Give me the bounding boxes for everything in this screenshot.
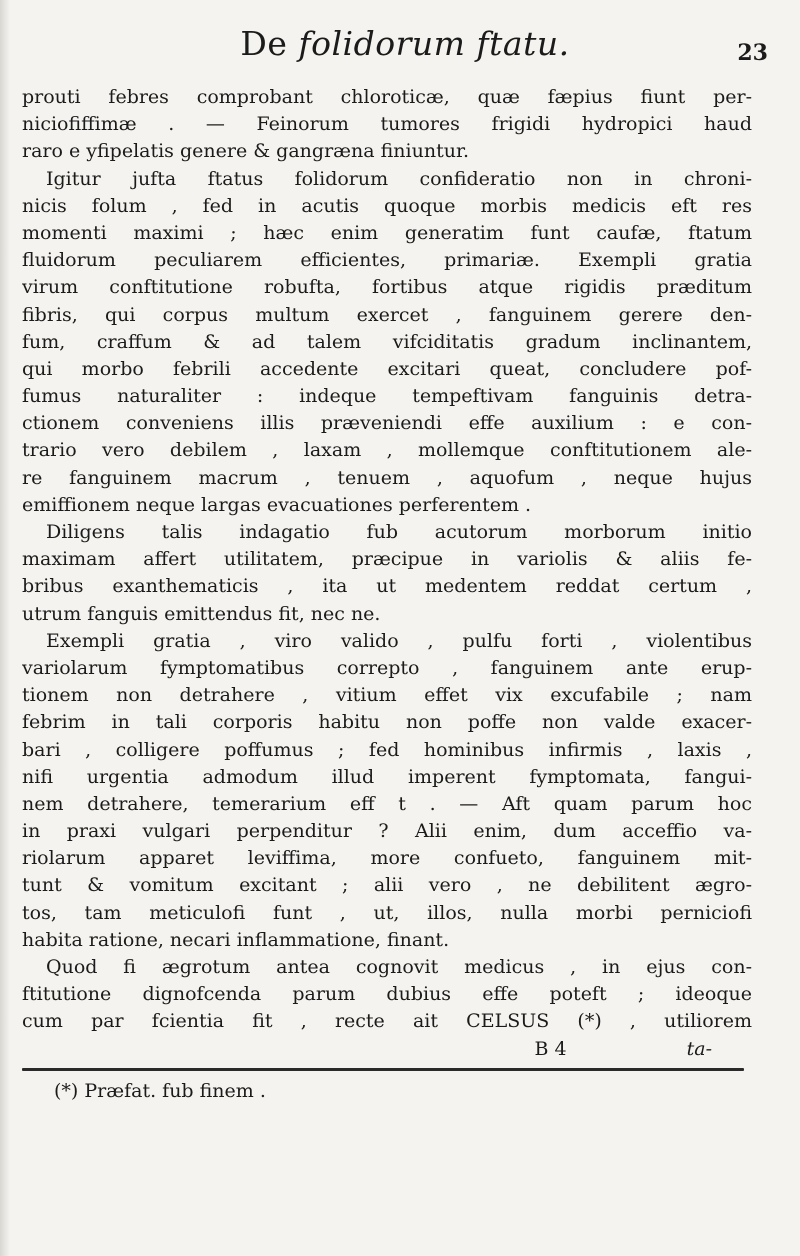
- signature-mark: B 4: [534, 1037, 567, 1060]
- running-title-prefix: De: [240, 24, 288, 63]
- text-line: momenti maximi ; hæc enim generatim funt caufæ, ftatum: [22, 221, 752, 244]
- page-number: 23: [737, 40, 768, 66]
- text-line: habita ratione, necari inflammatione, finant.: [22, 928, 450, 951]
- text-line: nem detrahere, temerarium eff t . — Aft quam parum hoc: [22, 792, 752, 815]
- text-line: fibris, qui corpus multum exercet , fanguinem gerere den-: [22, 303, 752, 326]
- text-line: tunt & vomitum excitant ; alii vero , ne debilitent ægro-: [22, 874, 752, 897]
- text-line: Igitur jufta ftatus folidorum confideratio non in chroni-: [46, 167, 752, 190]
- text-line: febrim in tali corporis habitu non poffe non valde exacer-: [22, 711, 752, 734]
- footnote: (*) Præfat. fub finem .: [54, 1080, 266, 1102]
- text-line: maximam affert utilitatem, præcipue in variolis & aliis fe-: [22, 548, 752, 571]
- text-line: niciofiffimæ . — Feinorum tumores frigidi hydropici haud: [22, 113, 752, 136]
- text-line: fum, craffum & ad talem vifciditatis gradum inclinantem,: [22, 330, 752, 353]
- catchword: ta-: [686, 1037, 712, 1060]
- page-header: [22, 18, 788, 70]
- text-line: utrum fanguis emittendus fit, nec ne.: [22, 602, 381, 625]
- text-line: fluidorum peculiarem efficientes, primariæ. Exempli gratia: [22, 249, 752, 272]
- text-line: tos, tam meticulofi funt , ut, illos, nulla morbi perniciofi: [22, 901, 752, 924]
- text-line: tionem non detrahere , vitium effet vix excufabile ; nam: [22, 684, 752, 707]
- text-line: Diligens talis indagatio fub acutorum morborum initio: [46, 521, 752, 543]
- text-line: qui morbo febrili accedente excitari queat, concludere pof-: [22, 357, 752, 380]
- signature-line: [22, 1036, 752, 1063]
- text-line: bari , colligere poffumus ; fed hominibus infirmis , laxis ,: [22, 738, 752, 761]
- page-edge: [0, 0, 10, 1256]
- text-line: emiffionem neque largas evacuationes perferentem .: [22, 493, 532, 516]
- text-line: variolarum fymptomatibus correpto , fanguinem ante erup-: [22, 656, 752, 679]
- text-line: nicis folum , fed in acutis quoque morbis medicis eft res: [22, 194, 752, 217]
- text-line: raro e yfipelatis genere & gangræna finiuntur.: [22, 140, 469, 163]
- text-line: cum par fcientia fit , recte ait CELSUS (*) , utiliorem: [22, 1010, 752, 1033]
- text-line: Quod fi ægrotum antea cognovit medicus , in ejus con-: [46, 956, 752, 978]
- text-line: bribus exanthematicis , ita ut medentem reddat certum ,: [22, 575, 752, 598]
- body-text: [22, 84, 752, 1063]
- text-line: ftitutione dignofcenda parum dubius effe poteft ; ideoque: [22, 983, 752, 1006]
- book-page: [22, 0, 788, 1256]
- text-line: nifi urgentia admodum illud imperent fymptomata, fangui-: [22, 765, 752, 788]
- text-line: re fanguinem macrum , tenuem , aquofum , neque hujus: [22, 466, 752, 489]
- text-line: in praxi vulgari perpenditur ? Alii enim, dum acceffio va-: [22, 820, 752, 843]
- footnote-rule: [22, 1068, 744, 1071]
- text-line: riolarum apparet leviffima, more confueto, fanguinem mit-: [22, 847, 752, 870]
- text-line: prouti febres comprobant chloroticæ, quæ fæpius fiunt per-: [22, 86, 752, 108]
- text-line: ctionem conveniens illis præveniendi effe auxilium : e con-: [22, 412, 752, 435]
- text-line: virum conftitutione robufta, fortibus atque rigidis præditum: [22, 276, 752, 299]
- running-title: [22, 24, 788, 63]
- running-title-italic: folidorum ftatu.: [298, 24, 570, 63]
- text-line: fumus naturaliter : indeque tempeftivam fanguinis detra-: [22, 385, 752, 408]
- text-line: trario vero debilem , laxam , mollemque conftitutionem ale-: [22, 439, 752, 462]
- text-line: Exempli gratia , viro valido , pulfu forti , violentibus: [46, 629, 752, 652]
